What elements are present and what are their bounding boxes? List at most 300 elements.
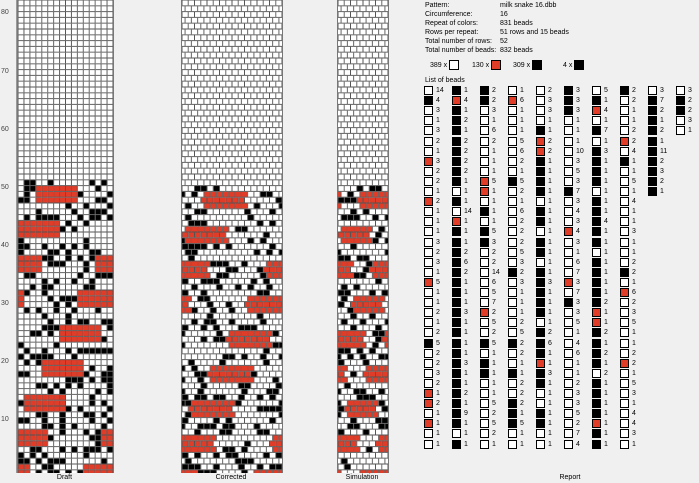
bead-cell[interactable] [235, 424, 241, 429]
bead-cell[interactable] [235, 180, 241, 185]
bead-cell[interactable] [78, 337, 83, 342]
bead-cell[interactable] [54, 284, 59, 289]
bead-cell[interactable] [18, 453, 23, 458]
bead-cell[interactable] [235, 354, 241, 359]
bead-cell[interactable] [201, 371, 207, 376]
bead-cell[interactable] [60, 429, 65, 434]
bead-cell[interactable] [90, 250, 95, 255]
bead-cell[interactable] [366, 308, 372, 313]
bead-cell[interactable] [90, 424, 95, 429]
bead-cell[interactable] [257, 186, 263, 191]
bead-cell[interactable] [276, 383, 282, 388]
bead-cell[interactable] [204, 41, 210, 46]
bead-cell[interactable] [232, 453, 238, 458]
bead-cell[interactable] [338, 64, 341, 69]
bead-cell[interactable] [264, 267, 270, 272]
bead-cell[interactable] [366, 296, 372, 301]
bead-cell[interactable] [24, 12, 29, 17]
bead-cell[interactable] [376, 418, 382, 423]
bead-cell[interactable] [348, 470, 354, 473]
bead-cell[interactable] [107, 464, 112, 469]
bead-cell[interactable] [360, 470, 366, 473]
bead-cell[interactable] [351, 0, 357, 5]
bead-cell[interactable] [229, 122, 235, 127]
bead-cell[interactable] [42, 308, 47, 313]
bead-cell[interactable] [345, 267, 351, 272]
bead-cell[interactable] [182, 29, 185, 34]
bead-cell[interactable] [95, 203, 100, 208]
bead-cell[interactable] [217, 273, 223, 278]
bead-cell[interactable] [376, 267, 382, 272]
bead-cell[interactable] [54, 139, 59, 144]
bead-cell[interactable] [251, 325, 257, 330]
bead-cell[interactable] [338, 400, 341, 405]
bead-cell[interactable] [78, 395, 83, 400]
bead-cell[interactable] [101, 354, 106, 359]
bead-cell[interactable] [18, 267, 23, 272]
bead-cell[interactable] [48, 406, 53, 411]
bead-cell[interactable] [226, 244, 232, 249]
bead-cell[interactable] [217, 354, 223, 359]
bead-cell[interactable] [210, 273, 216, 278]
bead-cell[interactable] [30, 453, 35, 458]
bead-cell[interactable] [195, 337, 201, 342]
bead-cell[interactable] [198, 273, 204, 278]
bead-cell[interactable] [270, 70, 276, 75]
bead-cell[interactable] [341, 250, 347, 255]
bead-cell[interactable] [382, 244, 388, 249]
bead-cell[interactable] [217, 412, 223, 417]
bead-cell[interactable] [192, 273, 198, 278]
bead-cell[interactable] [210, 226, 216, 231]
bead-cell[interactable] [36, 360, 41, 365]
bead-cell[interactable] [254, 261, 260, 266]
bead-cell[interactable] [338, 122, 341, 127]
bead-cell[interactable] [107, 41, 112, 46]
bead-cell[interactable] [107, 400, 112, 405]
bead-cell[interactable] [382, 429, 388, 434]
bead-cell[interactable] [351, 70, 357, 75]
bead-cell[interactable] [217, 110, 223, 115]
bead-cell[interactable] [382, 337, 388, 342]
bead-cell[interactable] [214, 116, 220, 121]
bead-cell[interactable] [107, 279, 112, 284]
bead-cell[interactable] [254, 168, 260, 173]
bead-cell[interactable] [251, 105, 257, 110]
bead-cell[interactable] [276, 267, 282, 272]
bead-cell[interactable] [84, 203, 89, 208]
bead-cell[interactable] [48, 105, 53, 110]
bead-cell[interactable] [42, 325, 47, 330]
bead-cell[interactable] [72, 116, 77, 121]
bead-cell[interactable] [24, 29, 29, 34]
bead-cell[interactable] [182, 371, 188, 376]
bead-cell[interactable] [107, 232, 112, 237]
bead-cell[interactable] [370, 163, 376, 168]
bead-cell[interactable] [366, 412, 372, 417]
bead-cell[interactable] [379, 134, 385, 139]
bead-cell[interactable] [30, 366, 35, 371]
bead-cell[interactable] [60, 342, 65, 347]
bead-cell[interactable] [198, 261, 204, 266]
bead-cell[interactable] [210, 203, 216, 208]
bead-cell[interactable] [201, 429, 207, 434]
bead-cell[interactable] [270, 221, 276, 226]
bead-cell[interactable] [351, 116, 357, 121]
bead-cell[interactable] [351, 441, 357, 446]
bead-cell[interactable] [232, 383, 238, 388]
bead-cell[interactable] [195, 360, 201, 365]
bead-cell[interactable] [107, 319, 112, 324]
simulation-panel[interactable] [337, 0, 389, 473]
bead-cell[interactable] [54, 6, 59, 11]
bead-cell[interactable] [182, 58, 188, 63]
bead-cell[interactable] [18, 58, 23, 63]
bead-cell[interactable] [338, 81, 344, 86]
bead-cell[interactable] [18, 232, 23, 237]
bead-cell[interactable] [245, 313, 251, 318]
bead-cell[interactable] [30, 348, 35, 353]
bead-cell[interactable] [72, 290, 77, 295]
bead-cell[interactable] [226, 128, 232, 133]
bead-cell[interactable] [60, 261, 65, 266]
bead-cell[interactable] [370, 348, 376, 353]
bead-cell[interactable] [30, 122, 35, 127]
bead-cell[interactable] [36, 58, 41, 63]
bead-cell[interactable] [276, 418, 282, 423]
bead-cell[interactable] [235, 52, 241, 57]
bead-cell[interactable] [260, 192, 266, 197]
bead-cell[interactable] [226, 209, 232, 214]
bead-cell[interactable] [235, 226, 241, 231]
bead-cell[interactable] [36, 180, 41, 185]
bead-cell[interactable] [84, 319, 89, 324]
bead-cell[interactable] [48, 424, 53, 429]
bead-cell[interactable] [84, 0, 89, 5]
bead-cell[interactable] [264, 139, 270, 144]
bead-cell[interactable] [66, 70, 71, 75]
bead-cell[interactable] [239, 302, 245, 307]
bead-cell[interactable] [36, 151, 41, 156]
bead-cell[interactable] [257, 395, 263, 400]
bead-cell[interactable] [232, 151, 238, 156]
bead-cell[interactable] [235, 331, 241, 336]
bead-cell[interactable] [251, 232, 257, 237]
bead-cell[interactable] [24, 255, 29, 260]
bead-cell[interactable] [198, 238, 204, 243]
bead-cell[interactable] [248, 296, 254, 301]
bead-cell[interactable] [351, 360, 357, 365]
bead-cell[interactable] [345, 348, 351, 353]
bead-cell[interactable] [18, 360, 23, 365]
bead-cell[interactable] [267, 250, 273, 255]
bead-cell[interactable] [248, 6, 254, 11]
bead-cell[interactable] [60, 412, 65, 417]
bead-cell[interactable] [24, 250, 29, 255]
bead-cell[interactable] [357, 93, 363, 98]
bead-cell[interactable] [78, 29, 83, 34]
bead-cell[interactable] [90, 395, 95, 400]
bead-cell[interactable] [42, 290, 47, 295]
bead-cell[interactable] [376, 429, 382, 434]
bead-cell[interactable] [95, 116, 100, 121]
bead-cell[interactable] [185, 342, 191, 347]
bead-cell[interactable] [279, 458, 282, 463]
bead-cell[interactable] [90, 255, 95, 260]
bead-cell[interactable] [239, 429, 245, 434]
bead-cell[interactable] [42, 279, 47, 284]
bead-cell[interactable] [66, 0, 71, 5]
bead-cell[interactable] [42, 18, 47, 23]
bead-cell[interactable] [235, 6, 241, 11]
bead-cell[interactable] [107, 81, 112, 86]
bead-cell[interactable] [226, 186, 232, 191]
bead-cell[interactable] [354, 87, 360, 92]
bead-cell[interactable] [30, 221, 35, 226]
bead-cell[interactable] [379, 412, 385, 417]
bead-cell[interactable] [223, 180, 229, 185]
bead-cell[interactable] [107, 441, 112, 446]
bead-cell[interactable] [363, 290, 369, 295]
bead-cell[interactable] [354, 377, 360, 382]
bead-cell[interactable] [78, 70, 83, 75]
bead-cell[interactable] [18, 255, 23, 260]
bead-cell[interactable] [338, 447, 341, 452]
bead-cell[interactable] [192, 458, 198, 463]
bead-cell[interactable] [366, 168, 372, 173]
bead-cell[interactable] [385, 87, 388, 92]
bead-cell[interactable] [345, 93, 351, 98]
bead-cell[interactable] [95, 76, 100, 81]
bead-cell[interactable] [220, 163, 226, 168]
bead-cell[interactable] [360, 157, 366, 162]
bead-cell[interactable] [220, 313, 226, 318]
bead-cell[interactable] [204, 18, 210, 23]
bead-cell[interactable] [273, 424, 279, 429]
bead-cell[interactable] [78, 81, 83, 86]
bead-cell[interactable] [42, 342, 47, 347]
bead-cell[interactable] [363, 325, 369, 330]
bead-cell[interactable] [248, 447, 254, 452]
bead-cell[interactable] [72, 348, 77, 353]
bead-cell[interactable] [370, 23, 376, 28]
bead-cell[interactable] [18, 203, 23, 208]
bead-cell[interactable] [42, 139, 47, 144]
bead-cell[interactable] [54, 424, 59, 429]
bead-cell[interactable] [66, 377, 71, 382]
bead-cell[interactable] [239, 453, 245, 458]
bead-cell[interactable] [260, 64, 266, 69]
bead-cell[interactable] [366, 366, 372, 371]
bead-cell[interactable] [42, 157, 47, 162]
bead-cell[interactable] [84, 186, 89, 191]
bead-cell[interactable] [30, 145, 35, 150]
bead-cell[interactable] [48, 290, 53, 295]
bead-cell[interactable] [345, 244, 351, 249]
bead-cell[interactable] [48, 221, 53, 226]
bead-cell[interactable] [242, 168, 248, 173]
bead-cell[interactable] [273, 447, 279, 452]
bead-cell[interactable] [382, 0, 388, 5]
bead-cell[interactable] [189, 70, 195, 75]
bead-cell[interactable] [72, 383, 77, 388]
bead-cell[interactable] [385, 6, 388, 11]
bead-cell[interactable] [78, 261, 83, 266]
bead-cell[interactable] [379, 18, 385, 23]
bead-cell[interactable] [101, 47, 106, 52]
bead-cell[interactable] [84, 429, 89, 434]
bead-cell[interactable] [107, 203, 112, 208]
bead-cell[interactable] [379, 319, 385, 324]
bead-cell[interactable] [251, 163, 257, 168]
bead-cell[interactable] [84, 128, 89, 133]
bead-cell[interactable] [341, 180, 347, 185]
bead-cell[interactable] [204, 366, 210, 371]
bead-cell[interactable] [18, 342, 23, 347]
bead-cell[interactable] [264, 232, 270, 237]
bead-cell[interactable] [182, 464, 188, 469]
bead-cell[interactable] [239, 23, 245, 28]
bead-cell[interactable] [182, 35, 188, 40]
bead-cell[interactable] [66, 134, 71, 139]
bead-cell[interactable] [189, 128, 195, 133]
bead-cell[interactable] [245, 0, 251, 5]
bead-cell[interactable] [251, 58, 257, 63]
bead-cell[interactable] [66, 238, 71, 243]
bead-cell[interactable] [185, 273, 191, 278]
bead-cell[interactable] [182, 284, 185, 289]
bead-cell[interactable] [354, 400, 360, 405]
bead-cell[interactable] [36, 342, 41, 347]
bead-cell[interactable] [84, 226, 89, 231]
bead-cell[interactable] [354, 319, 360, 324]
bead-cell[interactable] [376, 290, 382, 295]
bead-cell[interactable] [363, 128, 369, 133]
bead-cell[interactable] [84, 290, 89, 295]
bead-cell[interactable] [54, 64, 59, 69]
bead-cell[interactable] [207, 267, 213, 272]
bead-cell[interactable] [42, 429, 47, 434]
bead-cell[interactable] [107, 383, 112, 388]
bead-cell[interactable] [72, 325, 77, 330]
bead-cell[interactable] [198, 18, 204, 23]
bead-cell[interactable] [248, 377, 254, 382]
bead-cell[interactable] [90, 29, 95, 34]
bead-cell[interactable] [207, 174, 213, 179]
bead-cell[interactable] [66, 331, 71, 336]
bead-cell[interactable] [245, 429, 251, 434]
bead-cell[interactable] [270, 267, 276, 272]
bead-cell[interactable] [239, 47, 245, 52]
bead-cell[interactable] [357, 128, 363, 133]
bead-cell[interactable] [248, 29, 254, 34]
bead-cell[interactable] [66, 319, 71, 324]
bead-cell[interactable] [226, 105, 232, 110]
bead-cell[interactable] [273, 331, 279, 336]
bead-cell[interactable] [182, 23, 188, 28]
bead-cell[interactable] [360, 226, 366, 231]
bead-cell[interactable] [30, 186, 35, 191]
bead-cell[interactable] [182, 6, 185, 11]
bead-cell[interactable] [220, 383, 226, 388]
bead-cell[interactable] [42, 174, 47, 179]
bead-cell[interactable] [239, 221, 245, 226]
bead-cell[interactable] [338, 221, 344, 226]
bead-cell[interactable] [360, 122, 366, 127]
bead-cell[interactable] [217, 215, 223, 220]
bead-cell[interactable] [24, 354, 29, 359]
bead-cell[interactable] [264, 279, 270, 284]
bead-cell[interactable] [24, 203, 29, 208]
bead-cell[interactable] [101, 70, 106, 75]
bead-cell[interactable] [354, 435, 360, 440]
bead-cell[interactable] [101, 64, 106, 69]
bead-cell[interactable] [18, 464, 23, 469]
bead-cell[interactable] [338, 255, 344, 260]
bead-cell[interactable] [242, 296, 248, 301]
bead-cell[interactable] [214, 105, 220, 110]
bead-cell[interactable] [248, 76, 254, 81]
bead-cell[interactable] [254, 400, 260, 405]
bead-cell[interactable] [207, 313, 213, 318]
bead-cell[interactable] [84, 424, 89, 429]
bead-cell[interactable] [18, 139, 23, 144]
bead-cell[interactable] [354, 110, 360, 115]
bead-cell[interactable] [351, 23, 357, 28]
bead-cell[interactable] [182, 0, 188, 5]
bead-cell[interactable] [78, 203, 83, 208]
bead-cell[interactable] [366, 145, 372, 150]
bead-cell[interactable] [338, 458, 341, 463]
bead-cell[interactable] [95, 29, 100, 34]
bead-cell[interactable] [66, 296, 71, 301]
bead-cell[interactable] [192, 192, 198, 197]
bead-cell[interactable] [101, 429, 106, 434]
bead-cell[interactable] [341, 447, 347, 452]
bead-cell[interactable] [60, 203, 65, 208]
bead-cell[interactable] [192, 64, 198, 69]
bead-cell[interactable] [182, 412, 185, 417]
bead-cell[interactable] [385, 238, 388, 243]
bead-cell[interactable] [30, 12, 35, 17]
bead-cell[interactable] [201, 418, 207, 423]
bead-cell[interactable] [54, 12, 59, 17]
bead-cell[interactable] [267, 87, 273, 92]
bead-cell[interactable] [226, 58, 232, 63]
bead-cell[interactable] [95, 168, 100, 173]
bead-cell[interactable] [90, 180, 95, 185]
bead-cell[interactable] [48, 308, 53, 313]
bead-cell[interactable] [48, 435, 53, 440]
bead-cell[interactable] [251, 302, 257, 307]
bead-cell[interactable] [264, 325, 270, 330]
bead-cell[interactable] [232, 174, 238, 179]
bead-cell[interactable] [260, 284, 266, 289]
bead-cell[interactable] [264, 255, 270, 260]
bead-cell[interactable] [223, 284, 229, 289]
bead-cell[interactable] [78, 134, 83, 139]
bead-cell[interactable] [90, 261, 95, 266]
bead-cell[interactable] [24, 366, 29, 371]
bead-cell[interactable] [107, 435, 112, 440]
bead-cell[interactable] [376, 0, 382, 5]
bead-cell[interactable] [232, 0, 238, 5]
bead-cell[interactable] [338, 441, 344, 446]
bead-cell[interactable] [30, 110, 35, 115]
bead-cell[interactable] [24, 267, 29, 272]
bead-cell[interactable] [54, 197, 59, 202]
bead-cell[interactable] [90, 23, 95, 28]
